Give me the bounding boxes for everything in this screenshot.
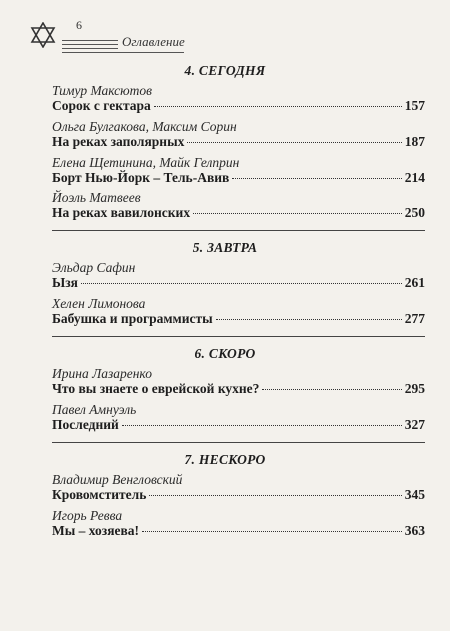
toc-entry[interactable] xyxy=(52,134,425,152)
header-rule xyxy=(62,52,184,53)
toc-entry[interactable] xyxy=(52,311,425,329)
section-divider xyxy=(52,442,425,443)
dot-leader xyxy=(142,531,402,532)
entry-author: Павел Амнуэль xyxy=(52,402,137,417)
dot-leader xyxy=(154,106,402,107)
entry-page: 277 xyxy=(404,311,425,326)
entry-page: 157 xyxy=(404,98,425,113)
dot-leader xyxy=(193,213,402,214)
entry-author: Тимур Максютов xyxy=(52,83,152,98)
entry-title: На реках заполярных xyxy=(52,134,185,149)
entry-title: На реках вавилонских xyxy=(52,205,191,220)
page-header xyxy=(0,18,450,58)
entry-title: Сорок с гектара xyxy=(52,98,151,113)
toc-entry[interactable] xyxy=(52,170,425,188)
entry-title: Ызя xyxy=(52,275,78,290)
entry-page: 363 xyxy=(404,523,425,538)
toc-entry[interactable] xyxy=(52,487,425,505)
entry-title: Борт Нью-Йорк – Тель-Авив xyxy=(52,170,230,185)
section-divider xyxy=(52,336,425,337)
dot-leader xyxy=(149,495,401,496)
entry-title: Последний xyxy=(52,417,119,432)
entry-title: Мы – хозяева! xyxy=(52,523,140,538)
running-title: Оглавление xyxy=(122,34,185,49)
header-rule xyxy=(62,40,118,41)
entry-title: Бабушка и программисты xyxy=(52,311,213,326)
entry-page: 295 xyxy=(404,381,425,396)
toc-entry[interactable] xyxy=(52,523,425,541)
entry-author: Елена Щетинина, Майк Гелприн xyxy=(52,155,240,170)
toc-entry[interactable] xyxy=(52,98,425,116)
header-rule xyxy=(62,44,118,45)
entry-page: 214 xyxy=(404,170,425,185)
toc-entry[interactable] xyxy=(52,381,425,399)
entry-author: Ирина Лазаренко xyxy=(52,366,152,381)
dot-leader xyxy=(262,389,401,390)
entry-page: 261 xyxy=(404,275,425,290)
section-divider xyxy=(52,230,425,231)
section-title: 7. НЕСКОРО xyxy=(184,452,266,467)
toc-entry[interactable] xyxy=(52,205,425,223)
entry-page: 345 xyxy=(404,487,425,502)
header-rule xyxy=(62,48,118,49)
toc-entry[interactable] xyxy=(52,417,425,435)
entry-author: Ольга Булгакова, Максим Сорин xyxy=(52,119,237,134)
dot-leader xyxy=(81,283,402,284)
entry-author: Игорь Ревва xyxy=(52,508,123,523)
dot-leader xyxy=(122,425,402,426)
entry-page: 250 xyxy=(404,205,425,220)
section-title: 5. ЗАВТРА xyxy=(192,240,258,255)
entry-author: Йоэль Матвеев xyxy=(52,190,141,205)
entry-title: Кровомститель xyxy=(52,487,147,502)
entry-title: Что вы знаете о еврейской кухне? xyxy=(52,381,260,396)
toc-entry[interactable] xyxy=(52,275,425,293)
page-number: 6 xyxy=(76,18,82,32)
entry-author: Эльдар Сафин xyxy=(52,260,136,275)
dot-leader xyxy=(187,142,401,143)
entry-author: Хелен Лимонова xyxy=(52,296,146,311)
dot-leader xyxy=(216,319,402,320)
entry-page: 187 xyxy=(404,134,425,149)
dot-leader xyxy=(232,178,401,179)
section-title: 6. СКОРО xyxy=(194,346,256,361)
star-of-david-icon xyxy=(30,22,56,48)
entry-page: 327 xyxy=(404,417,425,432)
entry-author: Владимир Венгловский xyxy=(52,472,183,487)
section-title: 4. СЕГОДНЯ xyxy=(184,63,266,78)
